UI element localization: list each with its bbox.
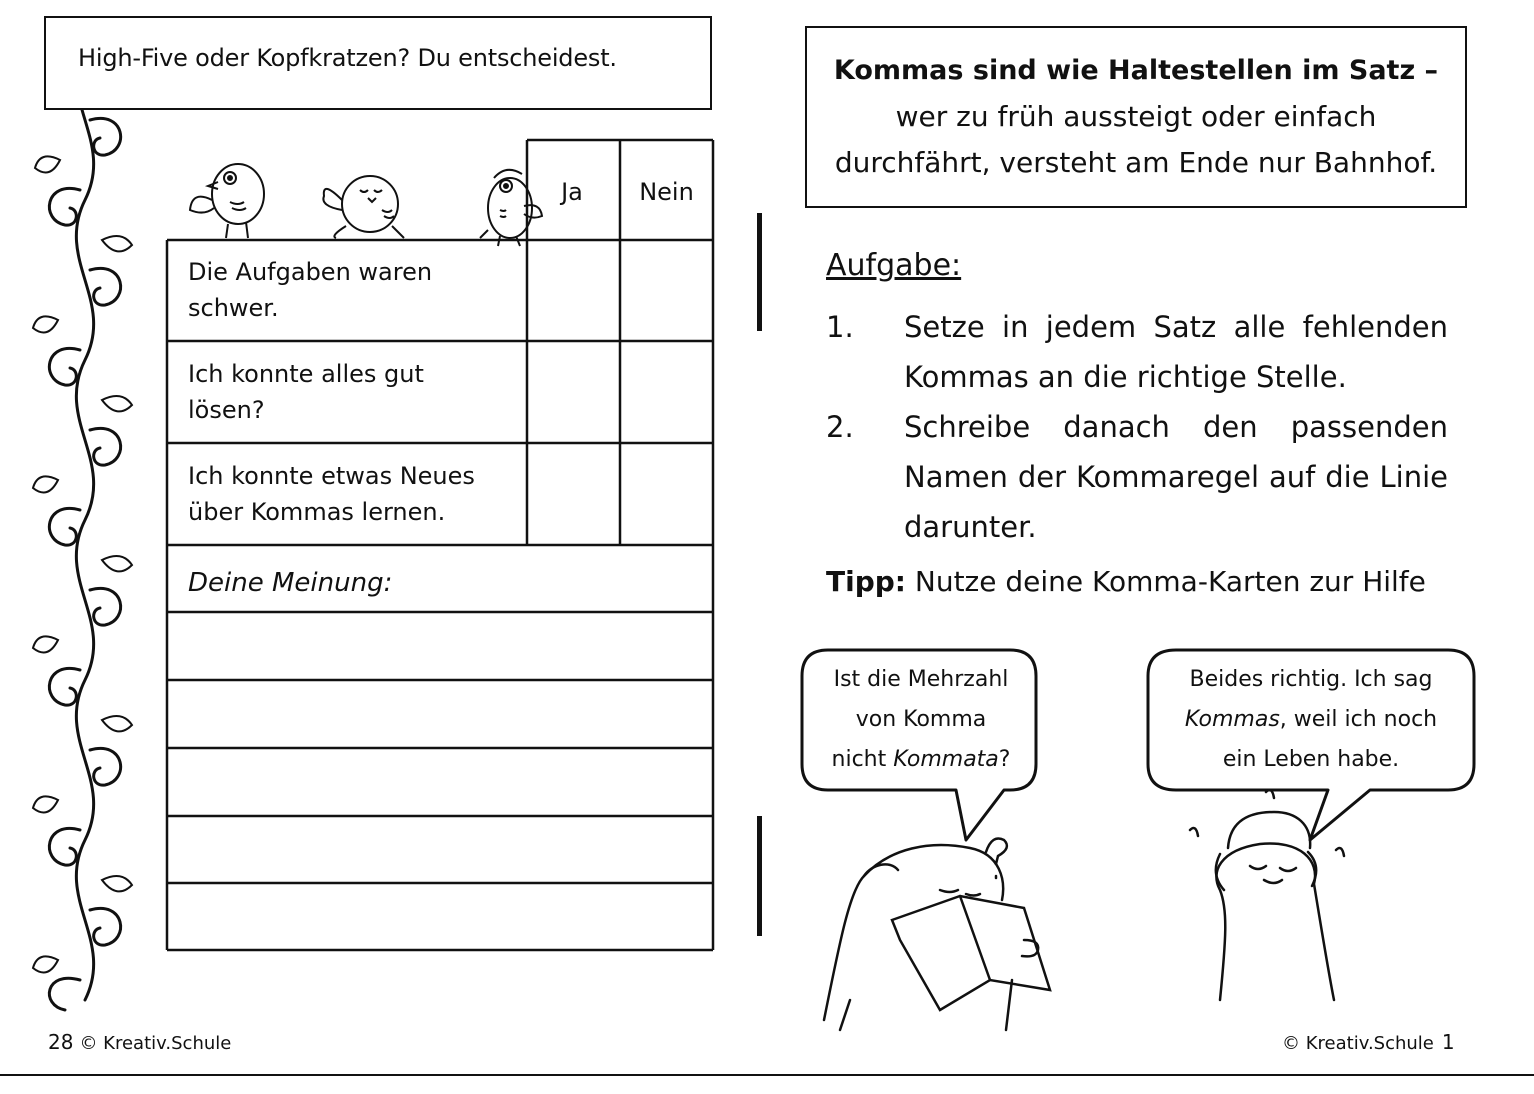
page-divider xyxy=(757,816,762,936)
list-text: Schreibe danach den passenden xyxy=(904,410,1448,444)
list-item xyxy=(826,302,1448,402)
bubble-emphasis: Kommas xyxy=(1184,707,1280,732)
bubble-line: ein Leben habe. xyxy=(1222,747,1400,772)
row-text-line: Die Aufgaben waren xyxy=(188,258,433,286)
tip-label: Tipp: xyxy=(826,565,906,598)
quote-box xyxy=(805,26,1467,208)
list-number: 2. xyxy=(826,410,854,444)
birds-illustration xyxy=(170,150,550,250)
row-text-line: schwer. xyxy=(188,294,279,322)
list-number: 1. xyxy=(826,310,854,344)
bubble-text-part: nicht xyxy=(831,747,894,772)
quote-line: wer zu früh aussteigt oder einfach xyxy=(895,100,1377,133)
row-text-line: lösen? xyxy=(188,396,265,424)
bubble-text-part: , weil ich noch xyxy=(1279,707,1438,732)
list-text: Setze in jedem Satz alle fehlenden xyxy=(904,310,1448,344)
vine-ornament-icon xyxy=(30,40,140,1020)
column-header-no: Nein xyxy=(639,178,694,206)
task-heading: Aufgabe: xyxy=(826,248,962,283)
bubble-emphasis: Kommata xyxy=(893,747,999,772)
bubble-line: Beides richtig. Ich sag xyxy=(1189,667,1433,692)
quote-line: Kommas sind wie Haltestellen im Satz – xyxy=(833,55,1439,86)
bubble-line: von Komma xyxy=(855,707,987,732)
bottom-rule xyxy=(0,1074,1534,1076)
page-title: High-Five oder Kopfkratzen? Du entscheidest. xyxy=(78,44,617,72)
copyright: © Kreativ.Schule xyxy=(1282,1033,1434,1054)
quote-line: durchfährt, versteht am Ende nur Bahnhof. xyxy=(834,146,1438,179)
list-text: Kommas an die richtige Stelle. xyxy=(904,360,1347,394)
task-list xyxy=(826,302,1448,552)
reading-character-icon xyxy=(824,839,1050,1031)
row-text-line: Ich konnte alles gut xyxy=(188,360,424,388)
bubble-line xyxy=(808,740,1034,780)
list-item xyxy=(826,402,1448,552)
row-text-line: Ich konnte etwas Neues xyxy=(188,462,475,490)
tip-text: Nutze deine Komma-Karten zur Hilfe xyxy=(914,565,1426,598)
bubble-text-part: ? xyxy=(998,747,1011,772)
footer-left xyxy=(48,1030,231,1054)
page-number: 1 xyxy=(1441,1030,1455,1054)
tip xyxy=(826,565,1426,598)
table-row xyxy=(188,356,424,428)
bubble-left-text xyxy=(808,660,1034,780)
bird-icon xyxy=(323,176,404,238)
page-divider xyxy=(757,213,762,331)
footer-right xyxy=(1282,1030,1455,1054)
copyright: © Kreativ.Schule xyxy=(79,1033,232,1054)
page-number: 28 xyxy=(48,1030,74,1054)
bubble-line xyxy=(1152,700,1470,740)
row-text-line: über Kommas lernen. xyxy=(188,498,446,526)
opinion-label: Deine Meinung: xyxy=(188,568,393,598)
table-row xyxy=(188,458,475,530)
bird-icon xyxy=(190,164,264,238)
bubble-line: Ist die Mehrzahl xyxy=(833,667,1009,692)
bubble-right-text xyxy=(1152,660,1470,780)
table-row xyxy=(188,254,432,326)
column-header-yes: Ja xyxy=(561,178,583,206)
list-text: Namen der Kommaregel auf die Linie xyxy=(904,460,1448,494)
list-text: darunter. xyxy=(904,510,1037,544)
